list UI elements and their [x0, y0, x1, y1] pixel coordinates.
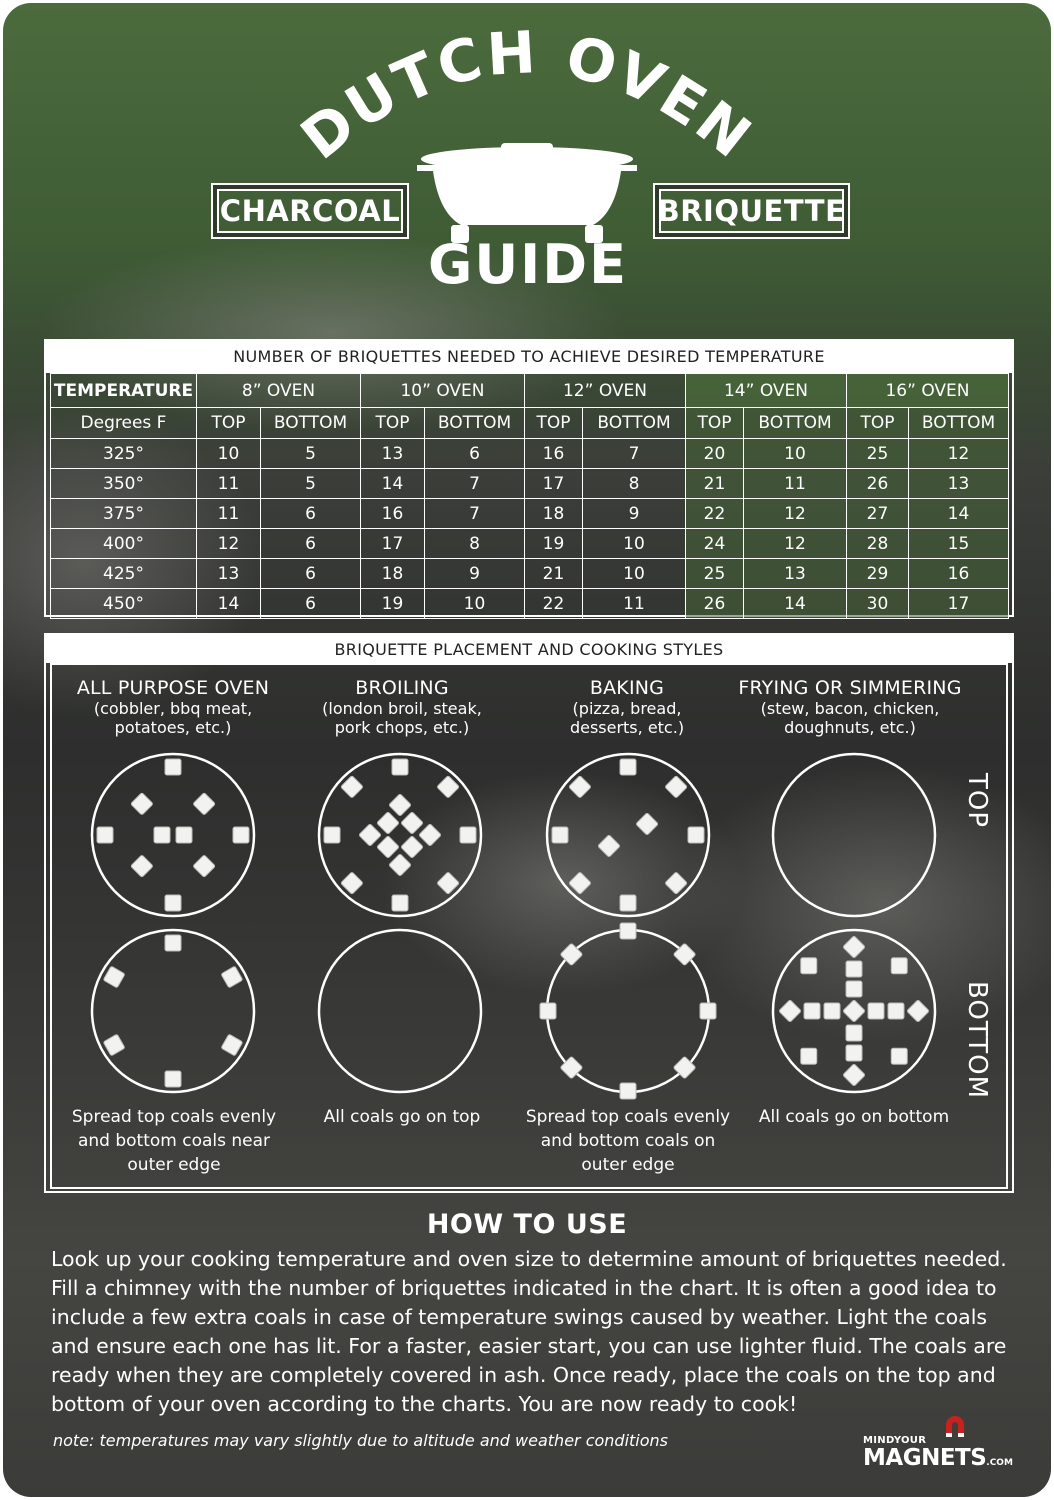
top-count-cell: 16 [361, 499, 425, 529]
briquette-icon [843, 1064, 866, 1087]
briquette-icon [341, 776, 364, 799]
briquette-icon [193, 793, 216, 816]
how-line: Fill a chimney with the number of briquettes indicated in the chart. It is often a good idea to [51, 1276, 997, 1300]
briquette-icon [824, 1003, 840, 1019]
style-footnote: Spread top coals evenly and bottom coals on outer edge [525, 1107, 731, 1175]
briquette-icon [620, 759, 636, 775]
briquette-table-panel [44, 339, 1014, 617]
guide-card [3, 3, 1051, 1497]
briquette-icon [801, 1048, 817, 1064]
top-count-cell: 27 [847, 499, 909, 529]
briquette-icon [620, 895, 636, 911]
table-row [51, 529, 1009, 559]
style-all-purpose [58, 677, 288, 737]
oven-header: 14” OVEN [686, 374, 847, 408]
briquette-icon [341, 872, 364, 895]
briquette-tag: BRIQUETTE [653, 183, 850, 239]
oven-header: 16” OVEN [847, 374, 1009, 408]
bottom-header: BOTTOM [261, 408, 361, 439]
briquette-icon [176, 827, 192, 843]
table-row [51, 469, 1009, 499]
bottom-count-cell: 10 [744, 439, 847, 469]
briquette-icon [165, 1071, 181, 1087]
briquette-icon [665, 872, 688, 895]
top-count-cell: 16 [525, 439, 583, 469]
oven-header: 8” OVEN [197, 374, 361, 408]
briquette-icon [389, 794, 412, 817]
briquette-icon [804, 1003, 820, 1019]
bottom-count-cell: 8 [583, 469, 686, 499]
bottom-count-cell: 14 [909, 499, 1009, 529]
temperature-cell: 425° [51, 559, 197, 589]
guide-title: GUIDE [428, 233, 628, 296]
brand-top: MINDYOUR [863, 1435, 927, 1446]
briquette-icon [540, 1003, 556, 1019]
briquette-icon [359, 824, 382, 847]
briquette-icon [377, 836, 400, 859]
top-count-cell: 21 [525, 559, 583, 589]
bottom-count-cell: 16 [909, 559, 1009, 589]
style-footnote: All coals go on bottom [758, 1107, 950, 1127]
top-count-cell: 14 [361, 469, 425, 499]
top-header: TOP [847, 408, 909, 439]
oven-circle [773, 754, 935, 916]
top-header: TOP [686, 408, 744, 439]
briquette-icon [888, 1003, 904, 1019]
oven-circle [319, 930, 481, 1092]
temperature-cell: 325° [51, 439, 197, 469]
briquette-icon [801, 958, 817, 974]
bottom-count-cell: 13 [909, 469, 1009, 499]
oven-circle [319, 754, 481, 916]
top-count-cell: 14 [197, 589, 261, 619]
brand-suffix: .COM [986, 1458, 1013, 1468]
briquette-icon [700, 1003, 716, 1019]
title-top-text: DUTCH OVEN [288, 18, 766, 173]
style-title: ALL PURPOSE OVEN [76, 677, 270, 699]
briquette-icon [131, 855, 154, 878]
how-line: and ensure each one has lit. For a faster, easier start, you can use lighter fluid. The coals are [51, 1334, 1007, 1358]
briquette-icon [221, 1034, 243, 1056]
dutch-oven-icon [417, 143, 637, 243]
top-count-cell: 28 [847, 529, 909, 559]
briquette-icon [154, 827, 170, 843]
briquette-icon [233, 827, 249, 843]
table-row [51, 439, 1009, 469]
bottom-count-cell: 14 [744, 589, 847, 619]
briquette-icon [131, 793, 154, 816]
how-line: include a few extra coals in case of temperature swings caused by weather. Light the coals [51, 1305, 988, 1329]
bottom-count-cell: 11 [744, 469, 847, 499]
briquette-icon [401, 812, 424, 835]
style-subtitle: potatoes, etc.) [114, 718, 232, 737]
briquette-icon [437, 872, 460, 895]
style-subtitle: (pizza, bread, [572, 699, 682, 718]
style-subtitle: (cobbler, bbq meat, [93, 699, 253, 718]
briquette-icon [868, 1003, 884, 1019]
how-to-use-title: HOW TO USE [426, 1209, 628, 1240]
bottom-count-cell: 5 [261, 469, 361, 499]
briquette-icon [460, 827, 476, 843]
briquette-icon [324, 827, 340, 843]
briquette-table [50, 373, 1009, 619]
bottom-count-cell: 13 [744, 559, 847, 589]
temperature-cell: 400° [51, 529, 197, 559]
top-side-label: TOP [962, 773, 992, 829]
briquette-icon [401, 836, 424, 859]
bottom-count-cell: 6 [261, 499, 361, 529]
temperature-cell: 375° [51, 499, 197, 529]
briquette-icon [843, 1000, 866, 1023]
briquette-icon [392, 759, 408, 775]
top-count-cell: 22 [525, 589, 583, 619]
bottom-count-cell: 6 [261, 559, 361, 589]
briquette-icon [846, 1025, 862, 1041]
briquette-icon [665, 776, 688, 799]
top-count-cell: 13 [361, 439, 425, 469]
top-count-cell: 25 [847, 439, 909, 469]
placement-caption: BRIQUETTE PLACEMENT AND COOKING STYLES [46, 635, 1012, 663]
briquette-icon [846, 981, 862, 997]
how-line: bottom of your oven according to the charts. You are now ready to cook! [51, 1392, 798, 1416]
briquette-icon [891, 958, 907, 974]
briquette-icon [688, 827, 704, 843]
brand-main: MAGNETS [863, 1445, 987, 1471]
bottom-count-cell: 17 [909, 589, 1009, 619]
temperature-note: note: temperatures may vary slightly due to altitude and weather conditions [53, 1431, 669, 1450]
style-broiling [287, 677, 517, 737]
bottom-count-cell: 12 [744, 529, 847, 559]
top-count-cell: 22 [686, 499, 744, 529]
top-count-cell: 11 [197, 499, 261, 529]
temperature-header: TEMPERATURE [51, 374, 197, 408]
top-count-cell: 11 [197, 469, 261, 499]
briquette-icon [437, 776, 460, 799]
briquette-icon [165, 759, 181, 775]
style-footnote: Spread top coals evenly and bottom coals near outer edge [71, 1107, 277, 1175]
top-count-cell: 18 [525, 499, 583, 529]
briquette-icon [846, 961, 862, 977]
bottom-count-cell: 9 [583, 499, 686, 529]
briquette-icon [907, 1000, 930, 1023]
bottom-header: BOTTOM [583, 408, 686, 439]
bottom-count-cell: 9 [425, 559, 525, 589]
table-caption: NUMBER OF BRIQUETTES NEEDED TO ACHIEVE DESIRED TEMPERATURE [46, 341, 1012, 373]
table-row [51, 559, 1009, 589]
bottom-count-cell: 10 [583, 529, 686, 559]
charcoal-tag: CHARCOAL [211, 183, 409, 239]
style-subtitle: desserts, etc.) [569, 718, 685, 737]
top-bottom-header-row [51, 408, 1009, 439]
briquette-icon [165, 895, 181, 911]
bottom-side-label: BOTTOM [962, 981, 992, 1100]
top-count-cell: 17 [361, 529, 425, 559]
briquette-icon [569, 872, 592, 895]
top-count-cell: 30 [847, 589, 909, 619]
style-frying [735, 677, 965, 737]
briquette-icon [103, 1034, 125, 1056]
bottom-count-cell: 6 [261, 589, 361, 619]
top-count-cell: 25 [686, 559, 744, 589]
oven-circle [92, 930, 254, 1092]
bottom-count-cell: 6 [261, 529, 361, 559]
style-footnote: All coals go on top [323, 1107, 481, 1127]
top-count-cell: 19 [525, 529, 583, 559]
briquette-icon [779, 1000, 802, 1023]
bottom-count-cell: 11 [583, 589, 686, 619]
how-line: Look up your cooking temperature and oven size to determine amount of briquettes needed. [51, 1247, 1007, 1271]
briquette-icon [193, 855, 216, 878]
bottom-count-cell: 7 [425, 499, 525, 529]
table-row [51, 499, 1009, 529]
briquette-icon [620, 923, 636, 939]
briquette-icon [636, 813, 659, 836]
style-subtitle: pork chops, etc.) [334, 718, 470, 737]
temperature-cell: 450° [51, 589, 197, 619]
top-count-cell: 19 [361, 589, 425, 619]
bottom-count-cell: 7 [425, 469, 525, 499]
style-subtitle: doughnuts, etc.) [784, 718, 916, 737]
how-line: ready when they are completely covered in ash. Once ready, place the coals on the top and [51, 1363, 996, 1387]
style-title: BROILING [355, 677, 449, 699]
oven-header: 10” OVEN [361, 374, 525, 408]
bottom-count-cell: 12 [909, 439, 1009, 469]
top-count-cell: 18 [361, 559, 425, 589]
top-count-cell: 26 [686, 589, 744, 619]
briquette-icon [103, 966, 125, 988]
placement-grid [50, 663, 1008, 1189]
briquette-icon [97, 827, 113, 843]
style-baking [512, 677, 742, 737]
oven-header: 12” OVEN [525, 374, 686, 408]
top-count-cell: 21 [686, 469, 744, 499]
top-count-cell: 20 [686, 439, 744, 469]
how-to-use-body [51, 1245, 1011, 1419]
bottom-count-cell: 10 [425, 589, 525, 619]
bottom-count-cell: 6 [425, 439, 525, 469]
top-count-cell: 26 [847, 469, 909, 499]
temperature-cell: 350° [51, 469, 197, 499]
briquette-icon [377, 812, 400, 835]
briquette-icon [419, 824, 442, 847]
bottom-header: BOTTOM [909, 408, 1009, 439]
table-body [51, 439, 1009, 619]
oven-circle [547, 754, 709, 916]
top-count-cell: 29 [847, 559, 909, 589]
style-subtitle: (london broil, steak, [322, 699, 482, 718]
briquette-icon [569, 776, 592, 799]
table-row [51, 589, 1009, 619]
bottom-count-cell: 5 [261, 439, 361, 469]
style-subtitle: (stew, bacon, chicken, [760, 699, 940, 718]
style-title: BAKING [589, 677, 665, 699]
briquette-icon [221, 966, 243, 988]
top-header: TOP [525, 408, 583, 439]
bottom-count-cell: 8 [425, 529, 525, 559]
placement-panel [44, 633, 1014, 1193]
bottom-count-cell: 10 [583, 559, 686, 589]
bottom-count-cell: 12 [744, 499, 847, 529]
top-count-cell: 13 [197, 559, 261, 589]
briquette-icon [552, 827, 568, 843]
briquette-icon [891, 1048, 907, 1064]
brand-logo [863, 1435, 1013, 1470]
top-header: TOP [197, 408, 261, 439]
style-title: FRYING OR SIMMERING [738, 677, 962, 699]
top-count-cell: 17 [525, 469, 583, 499]
bottom-header: BOTTOM [425, 408, 525, 439]
top-header: TOP [361, 408, 425, 439]
briquette-icon [392, 895, 408, 911]
oven-header-row [51, 374, 1009, 408]
top-count-cell: 10 [197, 439, 261, 469]
degrees-header: Degrees F [51, 408, 197, 439]
briquette-icon [843, 936, 866, 959]
top-count-cell: 12 [197, 529, 261, 559]
briquette-icon [389, 854, 412, 877]
briquette-icon [846, 1045, 862, 1061]
briquette-icon [165, 935, 181, 951]
oven-circle [92, 754, 254, 916]
bottom-count-cell: 15 [909, 529, 1009, 559]
briquette-icon [620, 1083, 636, 1099]
top-count-cell: 24 [686, 529, 744, 559]
briquette-icon [598, 835, 621, 858]
bottom-count-cell: 7 [583, 439, 686, 469]
bottom-header: BOTTOM [744, 408, 847, 439]
